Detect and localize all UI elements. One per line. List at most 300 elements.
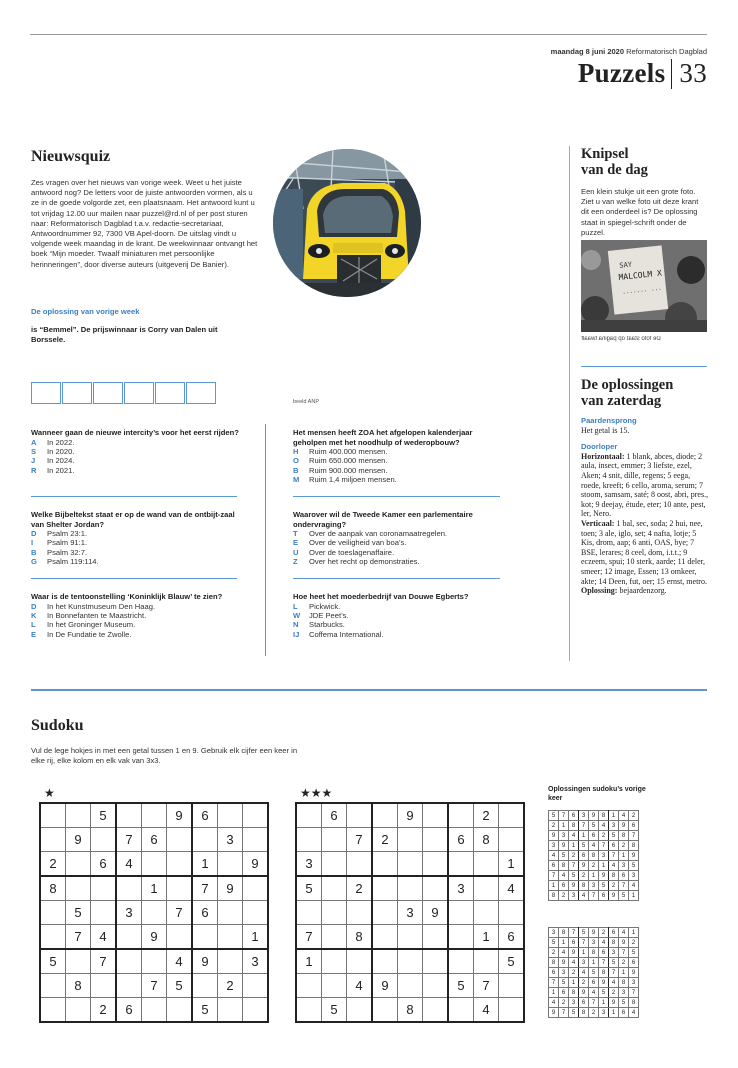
knipsel-text: Een klein stukje uit een grote foto. Ziet u van welke foto uit deze krant dit een onderdeel is? De oplossing staat in spiegel-schrift onder de puzzel. bbox=[581, 187, 699, 237]
sudoku-grid-2 bbox=[295, 802, 525, 1023]
solution-cell: 4 bbox=[559, 871, 569, 881]
solution-cell: 7 bbox=[589, 998, 599, 1008]
sudoku-cell[interactable] bbox=[116, 803, 142, 828]
sudoku-cell[interactable] bbox=[423, 876, 449, 901]
sudoku-cell[interactable] bbox=[91, 974, 117, 998]
sudoku-cell: 2 bbox=[372, 828, 398, 852]
sudoku-cell[interactable] bbox=[474, 901, 499, 925]
sudoku-cell[interactable] bbox=[40, 803, 66, 828]
difficulty-2: ★★★ bbox=[300, 786, 333, 800]
solution-cell: 9 bbox=[589, 928, 599, 938]
sudoku-cell[interactable] bbox=[296, 803, 322, 828]
answer-box[interactable] bbox=[124, 382, 154, 404]
sudoku-cell[interactable] bbox=[296, 974, 322, 998]
solution-cell: 2 bbox=[589, 861, 599, 871]
solution-cell: 4 bbox=[619, 811, 629, 821]
sudoku-cell[interactable] bbox=[398, 852, 423, 877]
sudoku-cell: 4 bbox=[474, 998, 499, 1023]
solution-cell: 7 bbox=[569, 928, 579, 938]
sudoku-cell[interactable] bbox=[322, 949, 347, 974]
sudoku-cell[interactable] bbox=[448, 925, 474, 950]
sudoku-cell[interactable] bbox=[142, 852, 167, 877]
solution-cell: 2 bbox=[559, 891, 569, 901]
sudoku-cell[interactable] bbox=[296, 901, 322, 925]
solution-cell: 1 bbox=[559, 821, 569, 831]
sudoku-cell[interactable] bbox=[218, 901, 243, 925]
doorloper-verticaal: Verticaal: 1 bal, sec, soda; 2 hui, nee, toen; 3 ale, iglo, set; 4 nafta, lotje; 5 Kis, drom, aap; 6 anti, OAS, bye; 7 BSE, lerares; 8 ceel, dom, i.t.t.; 9 eczeem, spui; 10 sterk, aarde; 11 deler, smeer; 12 image, Essen; 13 omkeer, akte; 14 Deen, fut, oer; 15 ernst, metro. bbox=[581, 518, 707, 586]
answer-option[interactable]: H Ruim 400.000 mensen. bbox=[293, 447, 388, 456]
sudoku-cell[interactable] bbox=[167, 852, 193, 877]
sudoku-cell[interactable] bbox=[243, 998, 269, 1023]
dateline bbox=[551, 47, 707, 56]
solution-cell: 3 bbox=[589, 881, 599, 891]
sudoku-cell: 6 bbox=[142, 828, 167, 852]
sudoku-cell: 9 bbox=[142, 925, 167, 950]
solutions-head: Oplossingen sudoku’s vorige keer bbox=[548, 786, 646, 802]
solution-cell: 3 bbox=[619, 988, 629, 998]
sudoku-cell: 9 bbox=[167, 803, 193, 828]
answer-option[interactable]: D In het Kunstmuseum Den Haag. bbox=[31, 601, 156, 611]
knipsel-title: Knipsel van de dag bbox=[581, 146, 648, 178]
solution-cell: 2 bbox=[579, 871, 589, 881]
sudoku-cell[interactable] bbox=[423, 925, 449, 950]
sudoku-cell: 9 bbox=[66, 828, 91, 852]
solution-cell: 1 bbox=[619, 968, 629, 978]
sudoku-cell: 1 bbox=[192, 852, 218, 877]
sudoku-cell[interactable] bbox=[218, 803, 243, 828]
sudoku-cell[interactable] bbox=[243, 974, 269, 998]
sudoku-cell[interactable] bbox=[116, 949, 142, 974]
solution-cell: 9 bbox=[619, 938, 629, 948]
sudoku-cell[interactable] bbox=[499, 998, 525, 1023]
solution-cell: 7 bbox=[629, 988, 639, 998]
sudoku-cell[interactable] bbox=[474, 852, 499, 877]
sudoku-cell[interactable] bbox=[499, 901, 525, 925]
sudoku-cell[interactable] bbox=[347, 803, 373, 828]
solution-cell: 5 bbox=[579, 841, 589, 851]
solution-cell: 7 bbox=[619, 881, 629, 891]
sudoku-cell[interactable] bbox=[66, 876, 91, 901]
solution-cell: 4 bbox=[549, 851, 559, 861]
solution-cell: 3 bbox=[559, 831, 569, 841]
answer-option[interactable]: R In 2021. bbox=[31, 465, 75, 475]
sudoku-cell[interactable] bbox=[322, 828, 347, 852]
sudoku-cell[interactable] bbox=[243, 803, 269, 828]
date: maandag 8 juni 2020 bbox=[550, 47, 625, 56]
sudoku-cell[interactable] bbox=[243, 901, 269, 925]
sudoku-cell[interactable] bbox=[398, 974, 423, 998]
sudoku-cell[interactable] bbox=[40, 974, 66, 998]
solution-cell: 2 bbox=[609, 988, 619, 998]
question-5 bbox=[293, 510, 503, 567]
answer-option[interactable]: J In 2024. bbox=[31, 456, 75, 466]
sudoku-cell[interactable] bbox=[398, 876, 423, 901]
sudoku-cell[interactable] bbox=[243, 828, 269, 852]
answer-option[interactable]: A In 2022. bbox=[31, 437, 75, 447]
solution-cell: 2 bbox=[549, 821, 559, 831]
sudoku-cell[interactable] bbox=[243, 876, 269, 901]
sudoku-cell[interactable] bbox=[347, 949, 373, 974]
sudoku-cell[interactable] bbox=[116, 876, 142, 901]
sudoku-cell[interactable] bbox=[218, 925, 243, 950]
sudoku-cell: 7 bbox=[91, 949, 117, 974]
solution-cell: 6 bbox=[589, 978, 599, 988]
sudoku-cell[interactable] bbox=[40, 925, 66, 950]
solution-cell: 8 bbox=[559, 861, 569, 871]
solution-grid-2 bbox=[548, 927, 639, 1018]
sudoku-cell[interactable] bbox=[192, 828, 218, 852]
sudoku-cell[interactable] bbox=[372, 852, 398, 877]
sudoku-cell: 2 bbox=[218, 974, 243, 998]
sudoku-cell[interactable] bbox=[347, 901, 373, 925]
sudoku-cell: 9 bbox=[372, 974, 398, 998]
sudoku-cell[interactable] bbox=[448, 949, 474, 974]
solution-cell: 9 bbox=[599, 978, 609, 988]
sudoku-cell: 5 bbox=[296, 876, 322, 901]
sudoku-cell: 7 bbox=[116, 828, 142, 852]
sudoku-cell[interactable] bbox=[372, 901, 398, 925]
sudoku-cell[interactable] bbox=[372, 876, 398, 901]
sudoku-cell: 7 bbox=[474, 974, 499, 998]
answer-option[interactable]: K In Bonnefanten te Maastricht. bbox=[31, 610, 147, 620]
solution-cell: 5 bbox=[629, 861, 639, 871]
answer-option[interactable]: B Psalm 32:7. bbox=[31, 547, 88, 557]
sudoku-cell[interactable] bbox=[40, 828, 66, 852]
sudoku-cell[interactable] bbox=[423, 998, 449, 1023]
question-3 bbox=[31, 592, 239, 639]
sudoku-cell: 8 bbox=[347, 925, 373, 950]
sudoku-cell: 1 bbox=[142, 876, 167, 901]
sudoku-cell[interactable] bbox=[296, 998, 322, 1023]
answer-box[interactable] bbox=[93, 382, 123, 404]
sudoku-cell[interactable] bbox=[423, 949, 449, 974]
solution-cell: 5 bbox=[549, 938, 559, 948]
solution-cell: 6 bbox=[559, 881, 569, 891]
train-photo bbox=[273, 149, 421, 297]
solution-cell: 7 bbox=[619, 948, 629, 958]
sudoku-cell[interactable] bbox=[142, 998, 167, 1023]
solution-cell: 8 bbox=[619, 831, 629, 841]
solution-cell: 2 bbox=[619, 841, 629, 851]
doorloper-horizontal: Horizontaal: 1 blank, abces, diode; 2 aula, insect, emmer; 3 liefste, ezel, Aken; 4 snit, dille, regens; 5 eega, roede, kreeft; 6 cello, aroma, serum; 7 stoom, samsam, saté; 8 oost, abri, pres., kot; 9 deejay, étude, eter; 10 ante, pest, ler, Nero. bbox=[581, 451, 709, 519]
solution-cell: 2 bbox=[569, 851, 579, 861]
solution-cell: 7 bbox=[599, 958, 609, 968]
divider bbox=[293, 496, 500, 497]
solution-cell: 2 bbox=[599, 831, 609, 841]
sudoku-cell[interactable] bbox=[372, 925, 398, 950]
right-column-divider bbox=[569, 146, 570, 661]
solution-cell: 1 bbox=[599, 861, 609, 871]
solution-cell: 7 bbox=[579, 938, 589, 948]
solution-cell: 8 bbox=[549, 891, 559, 901]
question-4 bbox=[293, 428, 503, 485]
solution-cell: 2 bbox=[599, 928, 609, 938]
solution-cell: 4 bbox=[569, 831, 579, 841]
answer-option[interactable]: IJ Coffema International. bbox=[293, 629, 384, 639]
sudoku-cell: 9 bbox=[218, 876, 243, 901]
sudoku-cell: 3 bbox=[116, 901, 142, 925]
sudoku-cell[interactable] bbox=[347, 998, 373, 1023]
sudoku-cell[interactable] bbox=[91, 876, 117, 901]
answer-option[interactable]: I Psalm 91:1. bbox=[31, 538, 88, 548]
sudoku-cell[interactable] bbox=[448, 998, 474, 1023]
solution-cell: 7 bbox=[559, 811, 569, 821]
sudoku-cell[interactable] bbox=[296, 828, 322, 852]
sudoku-grid-1 bbox=[39, 802, 269, 1023]
solution-cell: 1 bbox=[619, 851, 629, 861]
solution-cell: 4 bbox=[589, 841, 599, 851]
solution-cell: 9 bbox=[579, 861, 589, 871]
answer-option[interactable]: B Ruim 900.000 mensen. bbox=[293, 465, 388, 475]
solution-cell: 9 bbox=[569, 948, 579, 958]
solution-cell: 3 bbox=[609, 821, 619, 831]
sudoku-cell[interactable] bbox=[66, 949, 91, 974]
solution-cell: 2 bbox=[609, 881, 619, 891]
sudoku-cell: 3 bbox=[398, 901, 423, 925]
sudoku-cell: 5 bbox=[499, 949, 525, 974]
sudoku-cell[interactable] bbox=[448, 901, 474, 925]
sudoku-cell[interactable] bbox=[448, 803, 474, 828]
answer-box[interactable] bbox=[155, 382, 185, 404]
sudoku-cell[interactable] bbox=[91, 828, 117, 852]
solution-cell: 3 bbox=[629, 871, 639, 881]
solution-cell: 5 bbox=[569, 1008, 579, 1018]
solution-cell: 1 bbox=[579, 831, 589, 841]
solution-cell: 4 bbox=[609, 861, 619, 871]
solution-cell: 6 bbox=[619, 871, 629, 881]
answer-option[interactable]: O Ruim 650.000 mensen. bbox=[293, 456, 388, 466]
sudoku-cell: 2 bbox=[474, 803, 499, 828]
answer-option[interactable]: E In De Fundatie te Zwolle. bbox=[31, 629, 132, 639]
sudoku-cell[interactable] bbox=[372, 949, 398, 974]
sudoku-cell[interactable] bbox=[322, 974, 347, 998]
sudoku-cell[interactable] bbox=[218, 998, 243, 1023]
doorloper-oplossing: Oplossing: bejaardenzorg. bbox=[581, 586, 667, 596]
sudoku-cell[interactable] bbox=[66, 803, 91, 828]
answer-option[interactable]: D Psalm 23:1. bbox=[31, 529, 88, 538]
sudoku-cell[interactable] bbox=[116, 925, 142, 950]
solution-cell: 1 bbox=[569, 841, 579, 851]
answer-option[interactable]: N Starbucks. bbox=[293, 620, 345, 630]
sudoku-cell[interactable] bbox=[499, 828, 525, 852]
sudoku-cell[interactable] bbox=[116, 974, 142, 998]
solution-cell: 5 bbox=[599, 881, 609, 891]
sudoku-cell: 9 bbox=[398, 803, 423, 828]
answer-option[interactable]: E Over de veiligheid van boa’s. bbox=[293, 538, 407, 548]
top-rule bbox=[30, 34, 707, 35]
answer-box[interactable] bbox=[31, 382, 61, 404]
sudoku-cell: 9 bbox=[243, 852, 269, 877]
sudoku-cell: 3 bbox=[243, 949, 269, 974]
solution-cell: 8 bbox=[589, 851, 599, 861]
solution-cell: 3 bbox=[559, 968, 569, 978]
solution-cell: 3 bbox=[599, 851, 609, 861]
solution-cell: 1 bbox=[629, 891, 639, 901]
solution-cell: 2 bbox=[619, 958, 629, 968]
sudoku-cell[interactable] bbox=[66, 998, 91, 1023]
answer-option[interactable]: L In het Groninger Museum. bbox=[31, 620, 136, 630]
solution-cell: 5 bbox=[629, 948, 639, 958]
divider bbox=[293, 578, 500, 579]
solution-cell: 1 bbox=[599, 998, 609, 1008]
solution-cell: 7 bbox=[549, 871, 559, 881]
solution-cell: 6 bbox=[579, 998, 589, 1008]
sudoku-cell[interactable] bbox=[322, 876, 347, 901]
sudoku-cell: 9 bbox=[423, 901, 449, 925]
section-rule bbox=[31, 689, 707, 691]
sudoku-cell[interactable] bbox=[218, 852, 243, 877]
solution-cell: 6 bbox=[589, 831, 599, 841]
solution-cell: 2 bbox=[579, 978, 589, 988]
sudoku-cell: 4 bbox=[91, 925, 117, 950]
solution-cell: 6 bbox=[609, 928, 619, 938]
solution-cell: 6 bbox=[599, 891, 609, 901]
question-6 bbox=[293, 592, 503, 639]
solution-cell: 1 bbox=[609, 811, 619, 821]
sudoku-cell: 8 bbox=[66, 974, 91, 998]
oplossingen-title: De oplossingen van zaterdag bbox=[581, 377, 674, 409]
solution-cell: 9 bbox=[609, 891, 619, 901]
sudoku-cell[interactable] bbox=[40, 998, 66, 1023]
solution-cell: 5 bbox=[599, 988, 609, 998]
sudoku-cell[interactable] bbox=[142, 803, 167, 828]
sudoku-cell[interactable] bbox=[423, 974, 449, 998]
photo-credit: beeld ANP bbox=[293, 399, 319, 405]
solution-cell: 1 bbox=[549, 881, 559, 891]
mirror-solution: De foto staat op pagina twaalf bbox=[581, 336, 661, 342]
solution-cell: 5 bbox=[589, 821, 599, 831]
sudoku-cell[interactable] bbox=[192, 974, 218, 998]
sudoku-cell[interactable] bbox=[448, 852, 474, 877]
sudoku-cell: 5 bbox=[448, 974, 474, 998]
solution-cell: 3 bbox=[589, 938, 599, 948]
solution-cell: 9 bbox=[599, 871, 609, 881]
sudoku-cell[interactable] bbox=[398, 828, 423, 852]
answer-option[interactable]: L Pickwick. bbox=[293, 601, 341, 611]
solution-cell: 7 bbox=[579, 821, 589, 831]
sudoku-cell[interactable] bbox=[322, 901, 347, 925]
sudoku-cell[interactable] bbox=[499, 974, 525, 998]
solution-cell: 4 bbox=[589, 988, 599, 998]
solution-cell: 2 bbox=[629, 938, 639, 948]
question-text: Het mensen heeft ZOA het afgelopen kalenderjaar geholpen met het noodhulp of wederopbouw? bbox=[293, 428, 473, 447]
solution-cell: 6 bbox=[579, 851, 589, 861]
sudoku-cell[interactable] bbox=[398, 949, 423, 974]
solution-cell: 4 bbox=[559, 948, 569, 958]
sudoku-cell: 5 bbox=[167, 974, 193, 998]
sudoku-cell[interactable] bbox=[322, 852, 347, 877]
sudoku-cell[interactable] bbox=[91, 901, 117, 925]
sudoku-cell: 6 bbox=[192, 803, 218, 828]
sudoku-cell[interactable] bbox=[167, 925, 193, 950]
answer-box[interactable] bbox=[62, 382, 92, 404]
sudoku-cell[interactable] bbox=[347, 852, 373, 877]
sudoku-cell[interactable] bbox=[499, 803, 525, 828]
answer-option[interactable]: M Ruim 1,4 miljoen mensen. bbox=[293, 475, 397, 485]
sudoku-cell[interactable] bbox=[142, 949, 167, 974]
answer-option[interactable]: G Psalm 119:114. bbox=[31, 557, 99, 567]
sudoku-cell: 5 bbox=[192, 998, 218, 1023]
solution-cell: 9 bbox=[629, 968, 639, 978]
answer-box[interactable] bbox=[186, 382, 216, 404]
sudoku-cell[interactable] bbox=[474, 949, 499, 974]
sudoku-title: Sudoku bbox=[31, 717, 84, 734]
sudoku-cell: 4 bbox=[116, 852, 142, 877]
oplossingen-body bbox=[581, 416, 711, 596]
knipsel-photo bbox=[581, 240, 707, 332]
question-text: Waarover wil de Tweede Kamer een parlementaire ondervraging? bbox=[293, 510, 473, 529]
solution-cell: 3 bbox=[609, 948, 619, 958]
solution-cell: 7 bbox=[589, 891, 599, 901]
solution-cell: 6 bbox=[629, 821, 639, 831]
sudoku-cell[interactable] bbox=[474, 876, 499, 901]
sudoku-cell[interactable] bbox=[167, 828, 193, 852]
svg-text:SAY: SAY bbox=[619, 260, 633, 270]
sudoku-cell[interactable] bbox=[423, 852, 449, 877]
solution-cell: 7 bbox=[599, 841, 609, 851]
solution-cell: 7 bbox=[569, 861, 579, 871]
solution-cell: 9 bbox=[609, 998, 619, 1008]
sudoku-cell[interactable] bbox=[142, 901, 167, 925]
answer-boxes bbox=[31, 382, 217, 404]
solution-grid-1 bbox=[548, 810, 639, 901]
sudoku-cell[interactable] bbox=[423, 828, 449, 852]
sudoku-cell[interactable] bbox=[398, 925, 423, 950]
sudoku-cell[interactable] bbox=[167, 998, 193, 1023]
solution-cell: 8 bbox=[559, 928, 569, 938]
sudoku-cell[interactable] bbox=[40, 901, 66, 925]
solution-cell: 8 bbox=[599, 968, 609, 978]
solution-cell: 7 bbox=[609, 851, 619, 861]
sudoku-cell[interactable] bbox=[167, 876, 193, 901]
solution-cell: 5 bbox=[559, 851, 569, 861]
solution-cell: 8 bbox=[609, 938, 619, 948]
solution-cell: 8 bbox=[569, 988, 579, 998]
solution-cell: 4 bbox=[599, 938, 609, 948]
sudoku-cell: 7 bbox=[167, 901, 193, 925]
sudoku-cell: 7 bbox=[347, 828, 373, 852]
sudoku-cell[interactable] bbox=[372, 998, 398, 1023]
solution-cell: 6 bbox=[559, 988, 569, 998]
solution-cell: 9 bbox=[629, 851, 639, 861]
answer-option[interactable]: T Over de aanpak van coronamaatregelen. bbox=[293, 529, 448, 538]
sudoku-cell[interactable] bbox=[66, 852, 91, 877]
solution-cell: 2 bbox=[629, 811, 639, 821]
answer-option[interactable]: W JDE Peet’s. bbox=[293, 610, 349, 620]
page-number: 33 bbox=[679, 58, 707, 88]
sudoku-cell: 5 bbox=[322, 998, 347, 1023]
answer-option[interactable]: Z Over het recht op demonstraties. bbox=[293, 557, 420, 567]
sudoku-cell[interactable] bbox=[218, 949, 243, 974]
sudoku-cell[interactable] bbox=[372, 803, 398, 828]
sudoku-cell: 1 bbox=[499, 852, 525, 877]
sudoku-cell[interactable] bbox=[192, 925, 218, 950]
sudoku-cell: 7 bbox=[296, 925, 322, 950]
paardensprong-head: Paardensprong bbox=[581, 416, 637, 425]
answer-option[interactable]: U Over de toeslagenaffaire. bbox=[293, 547, 395, 557]
solution-cell: 6 bbox=[609, 841, 619, 851]
solution-cell: 6 bbox=[629, 958, 639, 968]
solution-cell: 3 bbox=[619, 861, 629, 871]
sudoku-cell[interactable] bbox=[423, 803, 449, 828]
sudoku-cell[interactable] bbox=[322, 925, 347, 950]
solution-cell: 6 bbox=[619, 1008, 629, 1018]
answer-option[interactable]: S In 2020. bbox=[31, 446, 75, 456]
solution-cell: 9 bbox=[549, 1008, 559, 1018]
doorloper-head: Doorloper bbox=[581, 442, 618, 452]
solution-cell: 6 bbox=[549, 968, 559, 978]
sudoku-cell: 3 bbox=[218, 828, 243, 852]
